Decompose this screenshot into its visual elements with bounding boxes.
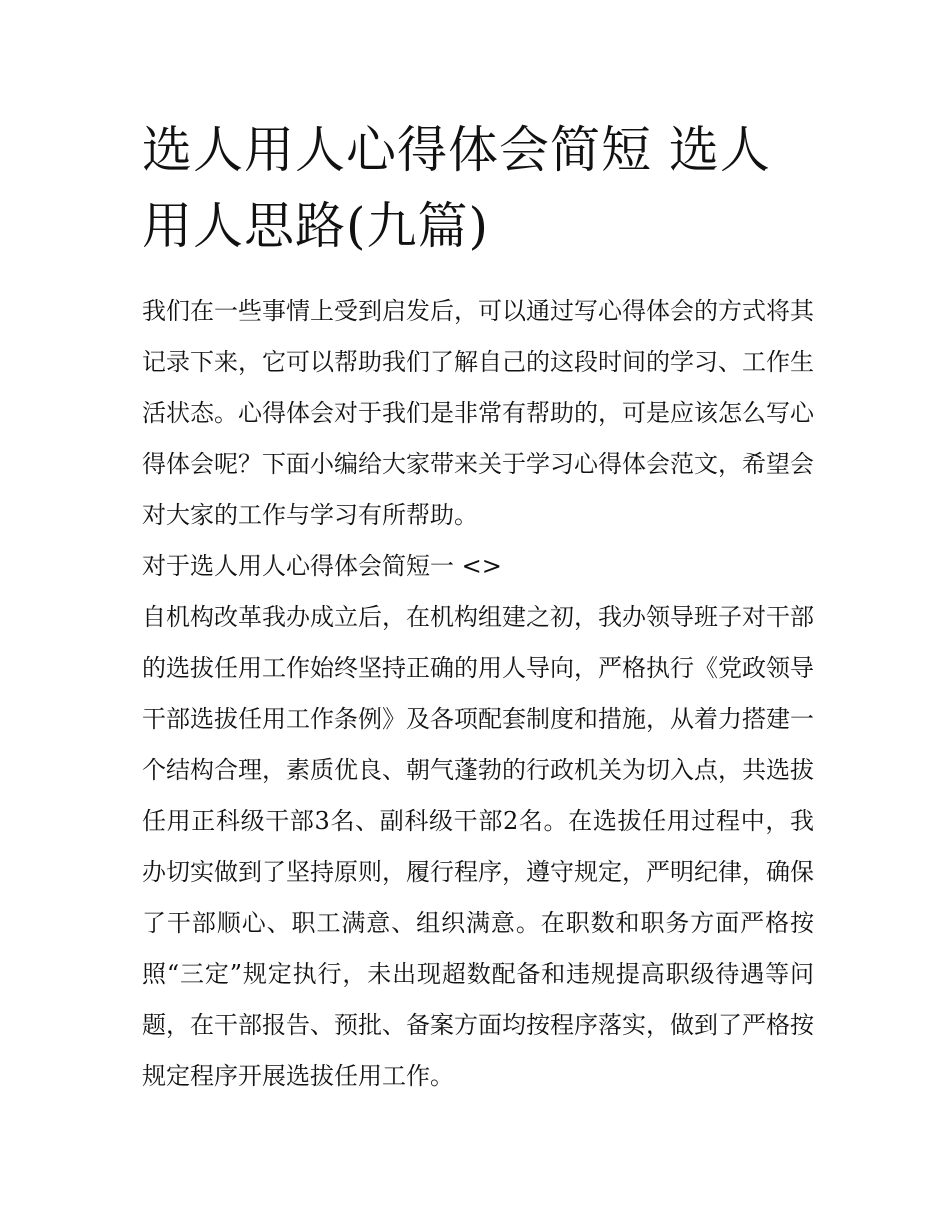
document-page bbox=[142, 112, 814, 1102]
intro-paragraph: 我们在一些事情上受到启发后，可以通过写心得体会的方式将其记录下来，它可以帮助我们了解自己的这段时间的学习、工作生活状态。心得体会对于我们是非常有帮助的，可是应该怎么写心得体会呢？下面小编给大家带来关于学习心得体会范文，希望会对大家的工作与学习有所帮助。 bbox=[142, 297, 814, 529]
document-title: 选人用人心得体会简短 选人用人思路(九篇) bbox=[142, 121, 771, 255]
body-paragraph: 自机构改革我办成立后，在机构组建之初，我办领导班子对干部的选拔任用工作始终坚持正确的用人导向，严格执行《党政领导干部选拔任用工作条例》及各项配套制度和措施，从着力搭建一个结构合理，素质优良、朝气蓬勃的行政机关为切入点，共选拔任用正科级干部3名、副科级干部2名。在选拔任用过程中，我办切实做到了坚持原则，履行程序，遵守规定，严明纪律，确保了干部顺心、职工满意、组织满意。在职数和职务方面严格按照“三定”规定执行，未出现超数配备和违规提高职级待遇等问题，在干部报告、预批、备案方面均按程序落实，做到了严格按规定程序开展选拔任用工作。 bbox=[142, 603, 814, 1090]
section-heading: 对于选人用人心得体会简短一 <> bbox=[142, 552, 502, 580]
